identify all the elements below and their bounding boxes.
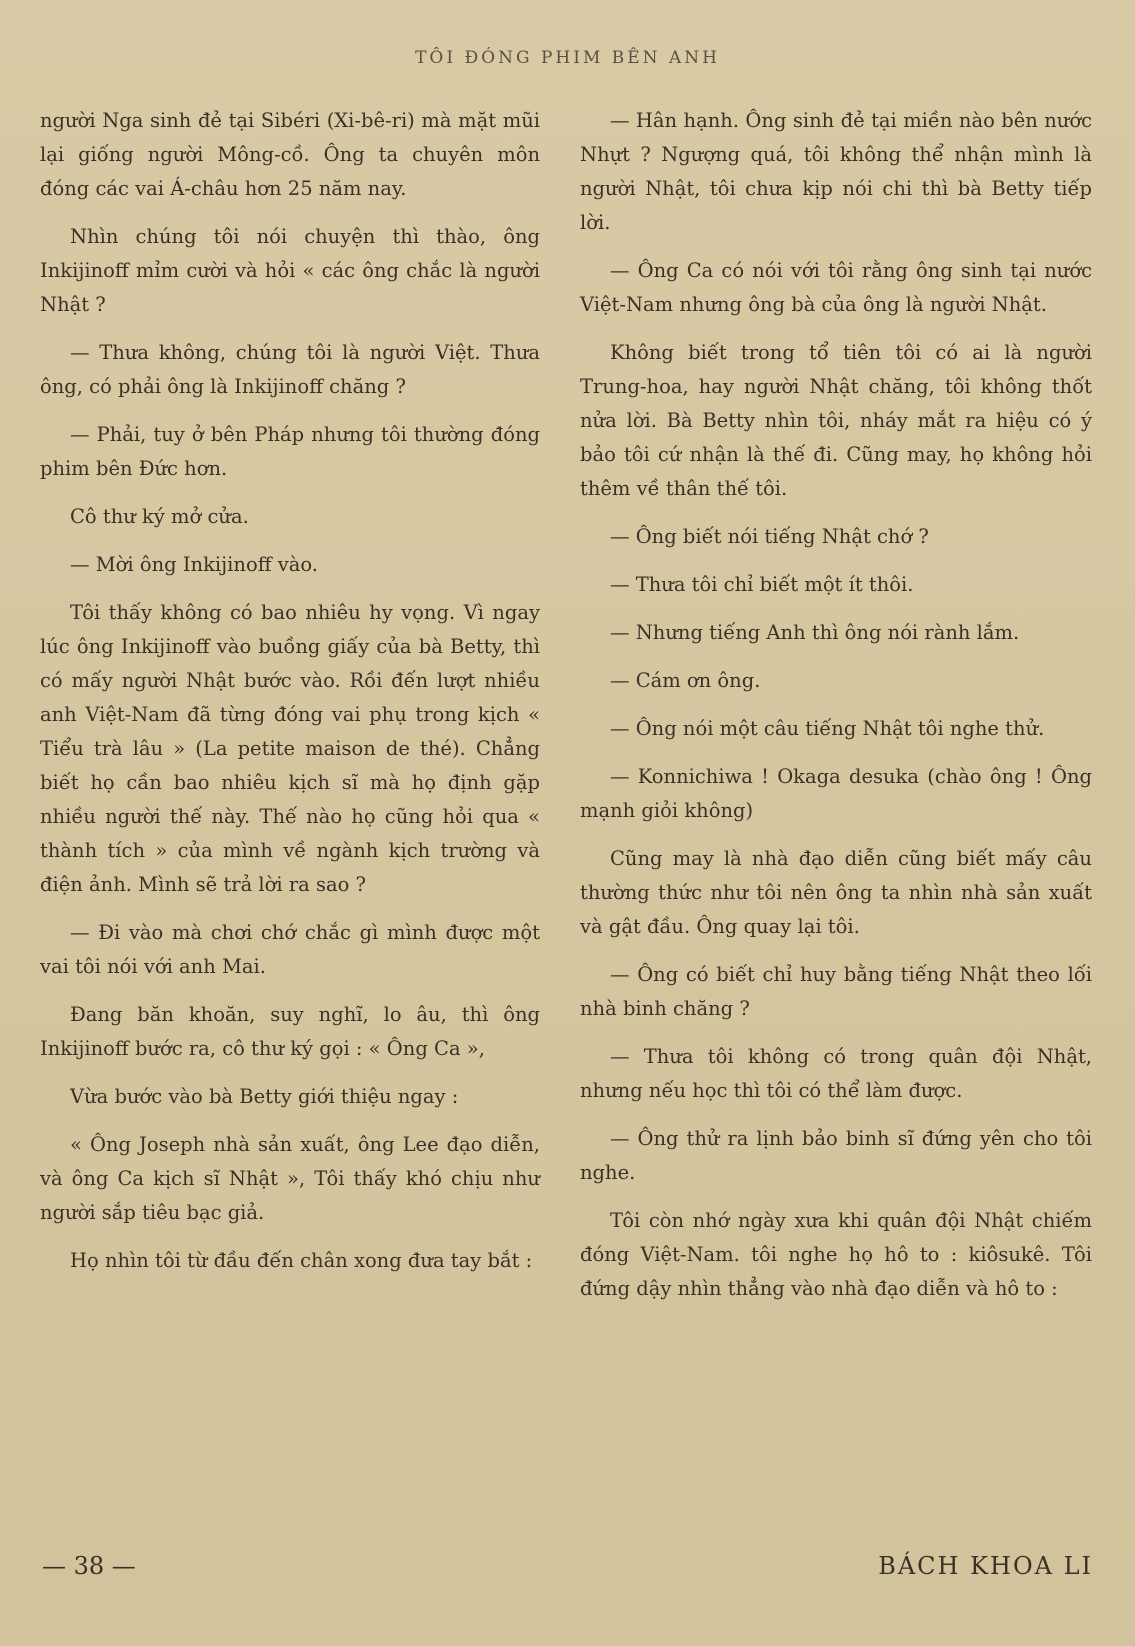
paragraph: — Ông nói một câu tiếng Nhật tôi nghe thử.: [610, 717, 1045, 740]
paragraph: — Ông biết nói tiếng Nhật chớ ?: [610, 525, 929, 548]
paragraph: Cũng may là nhà đạo diễn cũng biết mấy câu thường thức như tôi nên ông ta nhìn nhà sản xuất và gật đầu. Ông quay lại tôi.: [580, 847, 1092, 938]
paragraph: Vừa bước vào bà Betty giới thiệu ngay :: [70, 1085, 459, 1108]
paragraph: người Nga sinh đẻ tại Sibéri (Xi-bê-ri) mà mặt mũi lại giống người Mông-cồ. Ông ta chuyên môn đóng các vai Á-châu hơn 25 năm nay.: [40, 109, 540, 200]
paragraph: Tôi thấy không có bao nhiêu hy vọng. Vì ngay lúc ông Inkijinoff vào buồng giấy của bà Betty, thì có mấy người Nhật bước vào. Rồi đến lượt nhiều anh Việt-Nam đã từng đóng vai phụ trong kịch « Tiểu trà lâu » (La petite maison de thé). Chẳng biết họ cần bao nhiêu kịch sĩ mà họ định gặp nhiều người thế này. Thế nào họ cũng hỏi qua « thành tích » của mình về ngành kịch trường và điện ảnh. Mình sẽ trả lời ra sao ?: [40, 601, 540, 896]
paragraph: Không biết trong tổ tiên tôi có ai là người Trung-hoa, hay người Nhật chăng, tôi không thốt nửa lời. Bà Betty nhìn tôi, nháy mắt ra hiệu có ý bảo tôi cứ nhận là thế đi. Cũng may, họ không hỏi thêm về thân thế tôi.: [580, 341, 1092, 500]
paragraph: Đang băn khoăn, suy nghĩ, lo âu, thì ông Inkijinoff bước ra, cô thư ký gọi : « Ông Ca »,: [40, 1003, 540, 1060]
paragraph: Nhìn chúng tôi nói chuyện thì thào, ông Inkijinoff mỉm cười và hỏi « các ông chắc là người Nhật ?: [40, 225, 540, 316]
paragraph: — Thưa tôi chỉ biết một ít thôi.: [610, 573, 914, 596]
paragraph: — Đi vào mà chơi chớ chắc gì mình được một vai tôi nói với anh Mai.: [40, 921, 540, 978]
paragraph: « Ông Joseph nhà sản xuất, ông Lee đạo diễn, và ông Ca kịch sĩ Nhật », Tôi thấy khó chịu như người sắp tiêu bạc giả.: [40, 1133, 540, 1224]
paragraph: — Hân hạnh. Ông sinh đẻ tại miền nào bên nước Nhựt ? Ngượng quá, tôi không thể nhận mình là người Nhật, tôi chưa kịp nói chi thì bà Betty tiếp lời.: [580, 109, 1092, 234]
journal-title: BÁCH KHOA LI: [878, 1552, 1093, 1580]
running-head: TÔI ĐÓNG PHIM BÊN ANH: [415, 48, 720, 68]
paragraph: — Mời ông Inkijinoff vào.: [70, 553, 319, 576]
paragraph: — Thưa tôi không có trong quân đội Nhật, nhưng nếu học thì tôi có thể làm được.: [580, 1045, 1092, 1102]
paragraph: — Thưa không, chúng tôi là người Việt. Thưa ông, có phải ông là Inkijinoff chăng ?: [40, 341, 540, 398]
paragraph: Tôi còn nhớ ngày xưa khi quân đội Nhật chiếm đóng Việt-Nam. tôi nghe họ hô to : kiôsukê. Tôi đứng dậy nhìn thẳng vào nhà đạo diễn và hô to :: [580, 1209, 1092, 1300]
paragraph: — Ông có biết chỉ huy bằng tiếng Nhật theo lối nhà binh chăng ?: [580, 963, 1092, 1020]
page-number: — 38 —: [42, 1552, 136, 1580]
paragraph: — Cám ơn ông.: [610, 669, 761, 692]
paragraph: Họ nhìn tôi từ đầu đến chân xong đưa tay bắt :: [70, 1249, 533, 1272]
paragraph: — Nhưng tiếng Anh thì ông nói rành lắm.: [610, 621, 1020, 644]
left-column: [40, 104, 540, 1292]
paragraph: — Ông Ca có nói với tôi rằng ông sinh tại nước Việt-Nam nhưng ông bà của ông là người Nhật.: [580, 259, 1092, 316]
paragraph: — Ông thử ra lịnh bảo binh sĩ đứng yên cho tôi nghe.: [580, 1127, 1092, 1184]
right-column: [580, 104, 1092, 1320]
paragraph: Cô thư ký mở cửa.: [70, 505, 249, 528]
paragraph: — Konnichiwa ! Okaga desuka (chào ông ! Ông mạnh giỏi không): [580, 765, 1092, 822]
paragraph: — Phải, tuy ở bên Pháp nhưng tôi thường đóng phim bên Đức hơn.: [40, 423, 540, 480]
